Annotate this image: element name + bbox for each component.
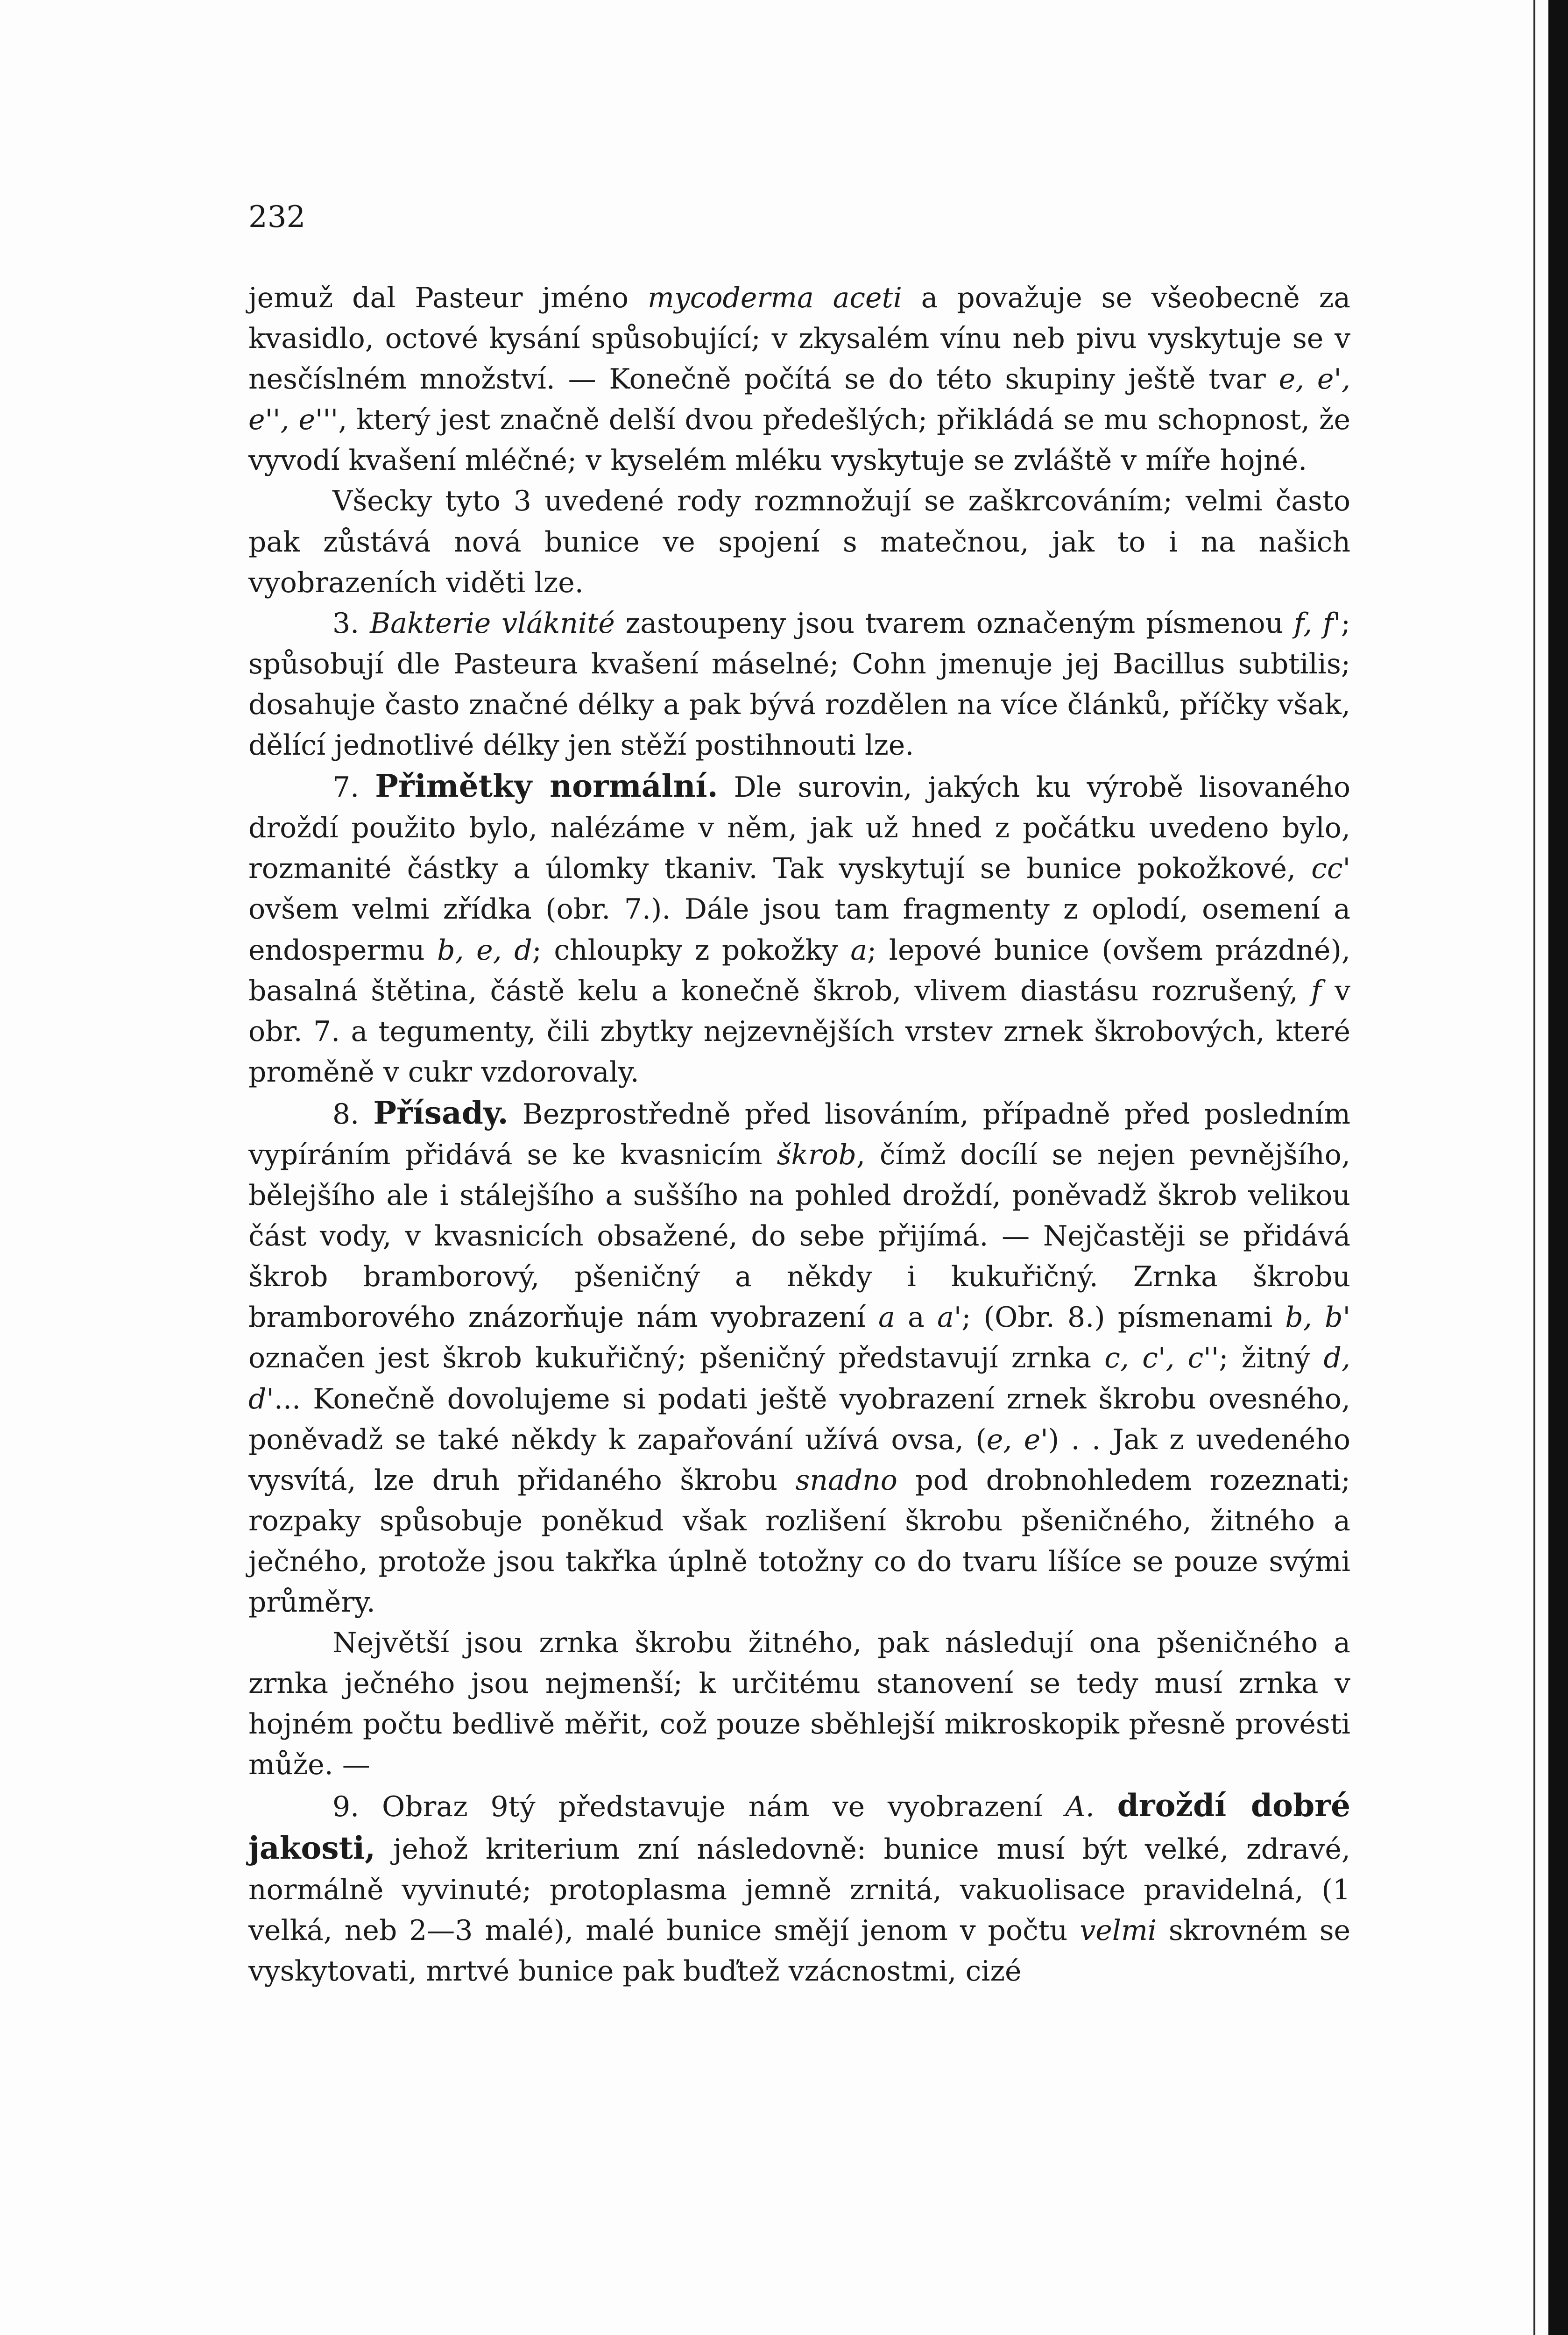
text-run: 7. [332,771,375,804]
text-run: a považuje se všeobecně za kvasidlo, octové kysání spůsobující; v zkysalém vínu neb pivu vyskytuje se v nesčíslném množství. — Konečně počítá se do této skupiny ještě tvar [248,282,1350,396]
text-run: ; chloupky z pokožky [532,934,851,967]
paragraph [248,1623,1350,1785]
text-run: skrovném se vyskytovati, mrtvé bunice pak buďtež vzácnostmi, cizé [248,1914,1351,1988]
italic-text: cc' [1311,852,1350,885]
italic-text: f, f' [1294,607,1341,640]
text-run: ) . . Jak z uvedeného vysvítá, lze druh přidaného škrobu [248,1423,1350,1497]
text-run: a [895,1301,937,1334]
text-run [1095,1790,1117,1823]
italic-text: e, e', e'', e''' [248,363,1350,437]
page-edge-line [1533,0,1535,2335]
text-run: Všecky tyto 3 uvedené rody rozmnožují se zaškrcováním; velmi často pak zůstává nová bunice ve spojení s matečnou, jak to i na našich vyobrazeních viděti lze. [248,485,1350,599]
italic-text: a [878,1301,895,1334]
italic-text: velmi [1080,1914,1157,1947]
italic-text: a' [937,1301,962,1334]
text-run: pod drobnohledem rozeznati; rozpaky spůsobuje poněkud však rozlišení škrobu pšeničného, žitného a ječného, protože jsou takřka úplně totožny co do tvaru líšíce se pouze svými průměry. [248,1464,1350,1619]
text-run: jehož kriterium zní následovně: bunice musí být velké, zdravé, normálně vyvinuté; protoplasma jemně zrnitá, vakuolisace pravidelná, (1 velká, neb 2—3 malé), malé bunice smějí jenom v počtu [248,1833,1350,1947]
body-text [248,278,1350,1992]
text-run: Bezprostředně před lisováním, případně před posledním vypíráním přidává se ke kvasnicím [248,1097,1350,1171]
text-run: , čímž docílí se nejen pevnějšího, bělejšího ale i stálejšího a suššího na pohled droždí, poněvadž škrob velikou část vody, v kvasnicích obsažené, do sebe přijímá. — Nejčastěji se přidává škrob bramborový, pšeničný a někdy i kukuřičný. Zrnka škrobu bramborového znázorňuje nám vyobrazení [248,1138,1350,1334]
text-run: označen jest škrob kukuřičný; pšeničný představují zrnka [248,1342,1105,1375]
italic-text: škrob [777,1138,856,1171]
text-run: ... Konečně dovolujeme si podati ještě vyobrazení zrnek škrobu ovesného, poněvadž se také někdy k zapařování užívá ovsa, ( [248,1382,1350,1456]
text-run: 9. Obraz 9tý představuje nám ve vyobrazení [332,1790,1066,1824]
text-run: ; (Obr. 8.) písmenami [961,1301,1285,1334]
paragraph [248,1785,1350,1991]
paragraph [248,278,1350,481]
bold-heading: Přimětky normální. [375,768,718,805]
text-run: 8. [332,1097,374,1131]
text-run: ; žitný [1219,1342,1324,1375]
text-run: zastoupeny jsou tvarem označeným písmenou [614,607,1294,640]
text-run: ovšem velmi zřídka (obr. 7.). Dále jsou tam fragmenty z oplodí, osemení a endospermu [248,893,1350,967]
text-run: ; lepové bunice (ovšem prázdné), basalná štětina, částě kelu a konečně škrob, vlivem diastásu rozrušený, [248,934,1351,1007]
italic-text: snadno [795,1464,897,1497]
paragraph [248,481,1350,603]
italic-text: f [1311,974,1322,1007]
text-run: 3. [332,607,370,640]
bold-heading: Přísady. [373,1094,509,1131]
italic-text: mycoderma aceti [647,282,902,314]
paragraph [248,603,1350,766]
italic-text: A. [1065,1790,1095,1824]
page-number: 232 [248,200,306,234]
text-run: Dle surovin, jakých ku výrobě lisovaného droždí použito bylo, nalézáme v něm, jak už hned z počátku uvedeno bylo, rozmanité částky a úlomky tkaniv. Tak vyskytují se bunice pokožkové, [248,771,1350,885]
paragraph [248,766,1350,1093]
italic-text: b, e, d [437,934,532,967]
bold-heading: droždí dobré jakosti, [248,1787,1350,1866]
text-run: ; spůsobují dle Pasteura kvašení máselné; Cohn jmenuje jej Bacillus subtilis; dosahuje často značné délky a pak bývá rozdělen na více článků, příčky však, dělící jednotlivé délky jen stěží postihnouti lze. [248,607,1350,762]
text-run: v obr. 7. a tegumenty, čili zbytky nejzevnějších vrstev zrnek škrobových, které proměně v cukr vzdorovaly. [248,974,1350,1089]
paragraph [248,1093,1350,1623]
italic-text: d, d' [248,1342,1350,1415]
text-run: Největší jsou zrnka škrobu žitného, pak následují ona pšeničného a zrnka ječného jsou nejmenší; k určitému stanovení se tedy musí zrnka v hojném počtu bedlivě měřit, což pouze sběhlejší mikroskopik přesně provésti může. — [248,1627,1350,1782]
italic-text: a [850,934,867,967]
text-run: jemuž dal Pasteur jméno [248,282,648,314]
italic-text: e, e' [986,1423,1048,1456]
italic-text: b, b' [1285,1301,1350,1334]
italic-text: c, c', c'' [1104,1342,1219,1375]
italic-text: Bakterie vláknité [370,607,615,640]
text-run: , který jest značně delší dvou předešlých; přikládá se mu schopnost, že vyvodí kvašení mléčné; v kyselém mléku vyskytuje se zvláště v míře hojné. [248,403,1350,477]
scan-border [1548,0,1568,2335]
